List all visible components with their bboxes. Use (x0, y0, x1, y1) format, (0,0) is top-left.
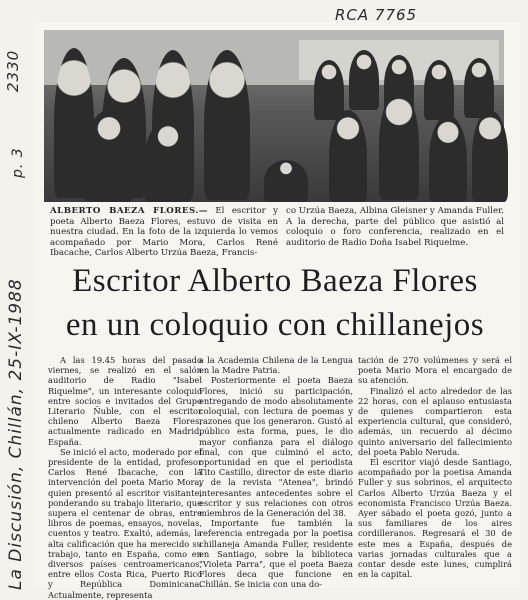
paragraph: A las 19.45 horas del pasado viernes, se realizó en el salón auditorio de Radio "Isabel Riquelme", un interesante coloquio entre socios e invitados del Grupo Literario Ñuble, con el escritor chileno Alberto Baeza Flores, actualmente radicado en Madrid, España. (48, 355, 202, 447)
caption-lead: ALBERTO BAEZA FLORES.— (50, 206, 208, 216)
photo-caption-right: co Urzúa Baeza, Albina Gleisner y Amanda Fuller. A la derecha, parte del público que asistió al coloquio o foro conferencia, realizado en el auditorio de Radio Doña Isabel Riquelme. (286, 206, 504, 248)
article-column-3 (358, 355, 512, 587)
paragraph: Posteriormente el poeta Baeza Flores, inició su participación, entregando de modo absolutamente coloquial, con lectura de poemas y razones que los generaron. Gustó al público esta forma, pues, le dio mayor confianza para el diálogo final, con que culminó el acto, oportunidad en que el periodista Tito Castillo, director de este diario y de la revista "Atenea", brindó interesantes antecedentes sobre el escritor y sus relaciones con otros miembros de la Generación del 38. (199, 375, 353, 519)
paragraph: a la Academia Chilena de la Lengua en la Madre Patria. (199, 355, 353, 376)
article-column-1 (48, 355, 202, 600)
paragraph: tación de 270 volúmenes y será el poeta Mario Mora el encargado de su atención. (358, 355, 512, 386)
headline-line-2: en un coloquio con chillanejos (65, 307, 485, 343)
event-photo (44, 30, 504, 202)
paragraph: Se inició el acto, moderado por el presidente de la entidad, profesor Carlos René Ibacache, con la intervención del poeta Mario Mora, quien presentó al escritor visitante, ponderando su trabajo literario, que supera el centenar de obras, entre libros de poemas, ensayos, novelas, cuentos y teatro. Exaltó, además, la alta calificación que ha merecido su trabajo, tanto en España, como en diversos países centroamericanos, entre ellos Costa Rica, Puerto Rico y República Dominicana. Actualmente, representa (48, 446, 202, 600)
page-number: 2330 (4, 49, 22, 92)
paragraph: Importante fue también la referencia entregada por la poetisa chillaneja Amanda Fuller, residente en Santiago, sobre la biblioteca "Violeta Parra", que el poeta Baeza Flores deca que funcione en Chillán. Se inicia con una do- (199, 518, 353, 590)
page-ref: p. 3 (10, 147, 26, 178)
headline-line-1: Escritor Alberto Baeza Flores (72, 263, 478, 299)
article-column-2 (199, 355, 353, 590)
source-date-note: La Discusión, Chillán, 25-IX-1988 (6, 278, 26, 590)
paragraph: El escritor viajó desde Santiago, acompañado por la poetisa Amanda Fuller y sus sobrinos, el arquitecto Carlos Alberto Urzúa Baeza y el economista Francisco Urzúa Baeza. Ayer sábado el poeta gozó, junto a sus familiares de los aires cordilleranos. Regresará el 30 de este mes a España, después de varias jornadas culturales que a contar desde este lunes, cumplirá en la capital. (358, 457, 512, 580)
archive-code: RCA 7765 (335, 6, 418, 24)
caption-left-text: El escritor y poeta Alberto Baeza Flores, estuvo de visita en nuestra ciudad. En la foto de la izquierda lo vemos acompañado por Mario Mora, Carlos René Ibacache, Carlos Alberto Urzúa Baeza, Francis- (50, 206, 279, 258)
photo-caption-left (50, 206, 278, 259)
paragraph: Finalizó el acto alrededor de las 22 horas, con el aplauso entusiasta de quienes compartieron esta experiencia cultural, que consideró, además, un recuerdo al décimo quinto aniversario del fallecimiento del poeta Pablo Neruda. (358, 385, 512, 457)
